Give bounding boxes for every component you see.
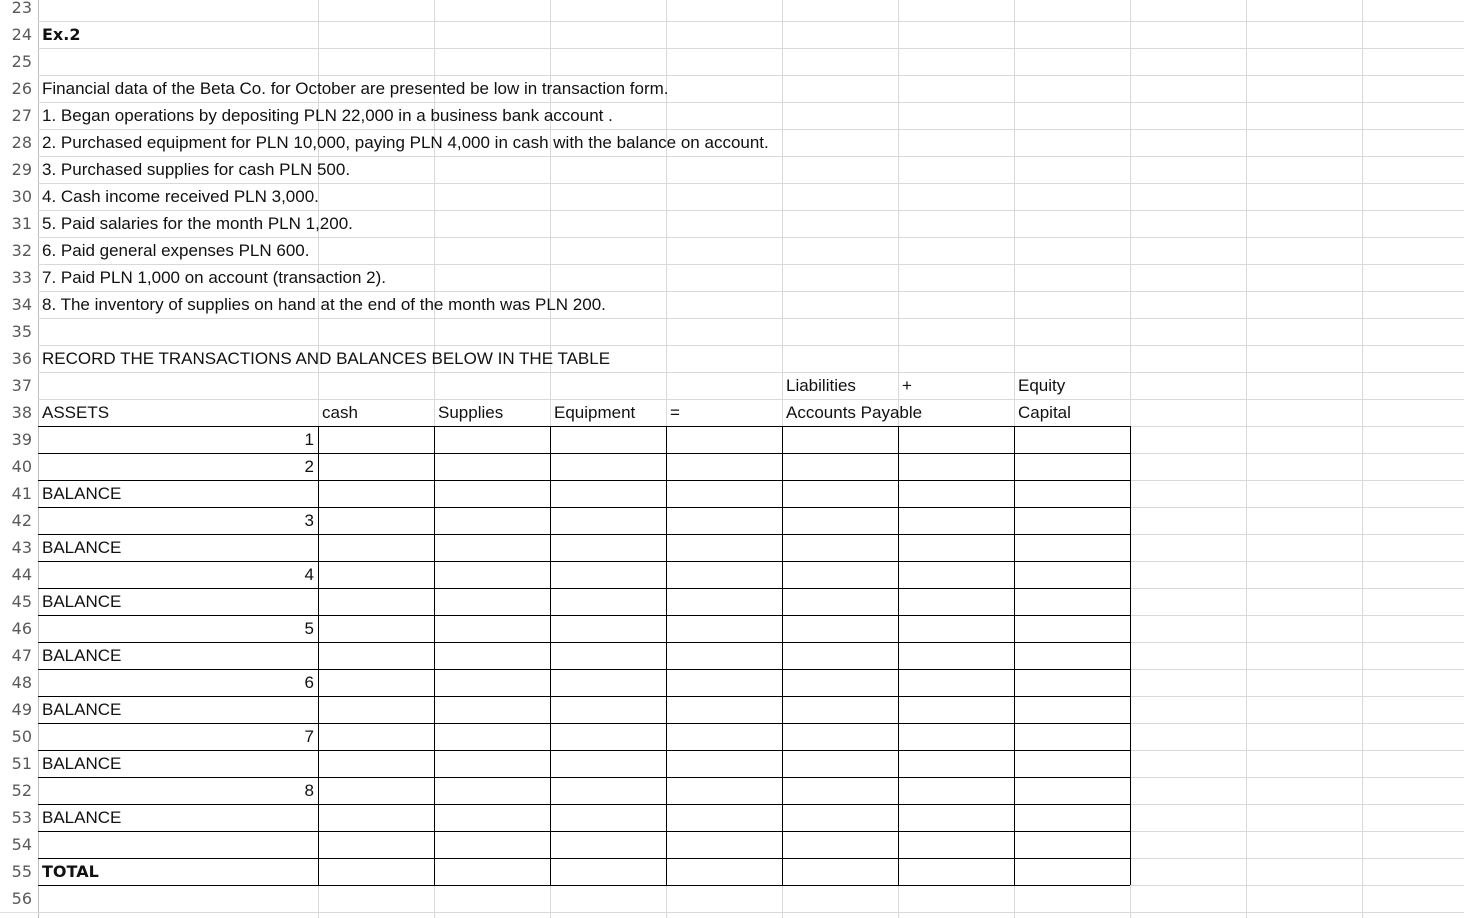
row-header[interactable]: 53 [0,804,38,831]
transaction-text[interactable]: 2. Purchased equipment for PLN 10,000, paying PLN 4,000 in cash with the balance on account. [42,133,769,152]
table-border-vertical [550,426,551,885]
table-border-horizontal [38,588,1130,589]
table-border-vertical [318,426,319,885]
transaction-number[interactable]: 4 [304,565,314,584]
accounts-payable-header[interactable]: Accounts Payable [786,403,923,422]
row-header[interactable]: 36 [0,345,38,372]
equipment-header[interactable]: Equipment [554,403,636,422]
table-border-horizontal [38,696,1130,697]
row-header[interactable]: 35 [0,318,38,345]
equals-sign[interactable]: = [670,403,680,422]
table-border-horizontal [38,480,1130,481]
row-header[interactable]: 26 [0,75,38,102]
row-header[interactable]: 40 [0,453,38,480]
row-header[interactable]: 39 [0,426,38,453]
table-border-horizontal [38,453,1130,454]
table-border-vertical [434,426,435,885]
row-gridline [38,372,1464,373]
row-header[interactable]: 45 [0,588,38,615]
row-header[interactable]: 49 [0,696,38,723]
row-header-gridline [0,912,38,913]
transaction-number[interactable]: 5 [304,619,314,638]
transaction-number[interactable]: 6 [304,673,314,692]
assets-label[interactable]: ASSETS [42,403,110,422]
balance-label[interactable]: BALANCE [42,646,122,665]
transaction-number[interactable]: 3 [304,511,314,530]
balance-label[interactable]: BALANCE [42,592,122,611]
table-border-horizontal [38,642,1130,643]
row-header[interactable]: 31 [0,210,38,237]
table-border-vertical [898,426,899,885]
intro-text[interactable]: Financial data of the Beta Co. for October are presented be low in transaction form. [42,79,669,98]
row-header[interactable]: 55 [0,858,38,885]
table-border-horizontal [38,750,1130,751]
balance-label[interactable]: BALANCE [42,754,122,773]
table-border-horizontal [38,831,1130,832]
plus-sign[interactable]: + [902,376,912,395]
row-header[interactable]: 23 [0,0,38,21]
row-header[interactable]: 30 [0,183,38,210]
row-header[interactable]: 38 [0,399,38,426]
table-border-horizontal [38,534,1130,535]
table-border-horizontal [38,885,1130,886]
balance-label[interactable]: BALANCE [42,808,122,827]
row-header[interactable]: 32 [0,237,38,264]
table-border-vertical [1130,426,1131,885]
row-gridline [38,318,1464,319]
row-header[interactable]: 42 [0,507,38,534]
table-border-horizontal [38,723,1130,724]
row-header[interactable]: 51 [0,750,38,777]
row-header[interactable]: 48 [0,669,38,696]
table-border-vertical [782,426,783,885]
row-gridline [38,399,1464,400]
table-border-horizontal [38,804,1130,805]
row-header[interactable]: 41 [0,480,38,507]
row-gridline [38,48,1464,49]
table-border-horizontal [38,426,1130,427]
row-header[interactable]: 47 [0,642,38,669]
cash-header[interactable]: cash [322,403,358,422]
liabilities-label[interactable]: Liabilities [786,376,856,395]
table-border-vertical [666,426,667,885]
table-border-vertical [1014,426,1015,885]
row-header[interactable]: 33 [0,264,38,291]
row-header[interactable]: 24 [0,21,38,48]
row-header[interactable]: 28 [0,129,38,156]
balance-label[interactable]: BALANCE [42,538,122,557]
table-border-horizontal [38,507,1130,508]
row-header[interactable]: 52 [0,777,38,804]
row-gridline [38,912,1464,913]
table-border-horizontal [38,615,1130,616]
equity-label[interactable]: Equity [1018,376,1066,395]
capital-header[interactable]: Capital [1018,403,1071,422]
table-border-horizontal [38,777,1130,778]
transaction-text[interactable]: 6. Paid general expenses PLN 600. [42,241,310,260]
balance-label[interactable]: BALANCE [42,484,122,503]
transaction-text[interactable]: 4. Cash income received PLN 3,000. [42,187,319,206]
row-header[interactable]: 27 [0,102,38,129]
table-border-horizontal [38,561,1130,562]
row-header[interactable]: 25 [0,48,38,75]
transaction-number[interactable]: 8 [304,781,314,800]
instruction-text[interactable]: RECORD THE TRANSACTIONS AND BALANCES BELOW IN THE TABLE [42,349,611,368]
table-border-horizontal [38,669,1130,670]
transaction-text[interactable]: 3. Purchased supplies for cash PLN 500. [42,160,351,179]
column-gridline [1246,0,1247,918]
transaction-text[interactable]: 7. Paid PLN 1,000 on account (transaction 2). [42,268,386,287]
transaction-number[interactable]: 2 [304,457,314,476]
transaction-number[interactable]: 1 [304,430,314,449]
supplies-header[interactable]: Supplies [438,403,504,422]
column-gridline [1362,0,1363,918]
exercise-title[interactable]: Ex.2 [42,25,81,44]
transaction-text[interactable]: 8. The inventory of supplies on hand at the end of the month was PLN 200. [42,295,606,314]
row-header[interactable]: 44 [0,561,38,588]
transaction-text[interactable]: 1. Began operations by depositing PLN 22,000 in a business bank account . [42,106,613,125]
row-header[interactable]: 54 [0,831,38,858]
total-label[interactable]: TOTAL [42,862,99,881]
row-header[interactable]: 46 [0,615,38,642]
transaction-number[interactable]: 7 [304,727,314,746]
row-header[interactable]: 50 [0,723,38,750]
row-gridline [38,21,1464,22]
row-header[interactable]: 56 [0,885,38,912]
table-border-horizontal [38,858,1130,859]
row-header[interactable]: 29 [0,156,38,183]
row-header[interactable]: 43 [0,534,38,561]
transaction-text[interactable]: 5. Paid salaries for the month PLN 1,200. [42,214,353,233]
balance-label[interactable]: BALANCE [42,700,122,719]
row-header[interactable]: 34 [0,291,38,318]
row-header[interactable]: 37 [0,372,38,399]
